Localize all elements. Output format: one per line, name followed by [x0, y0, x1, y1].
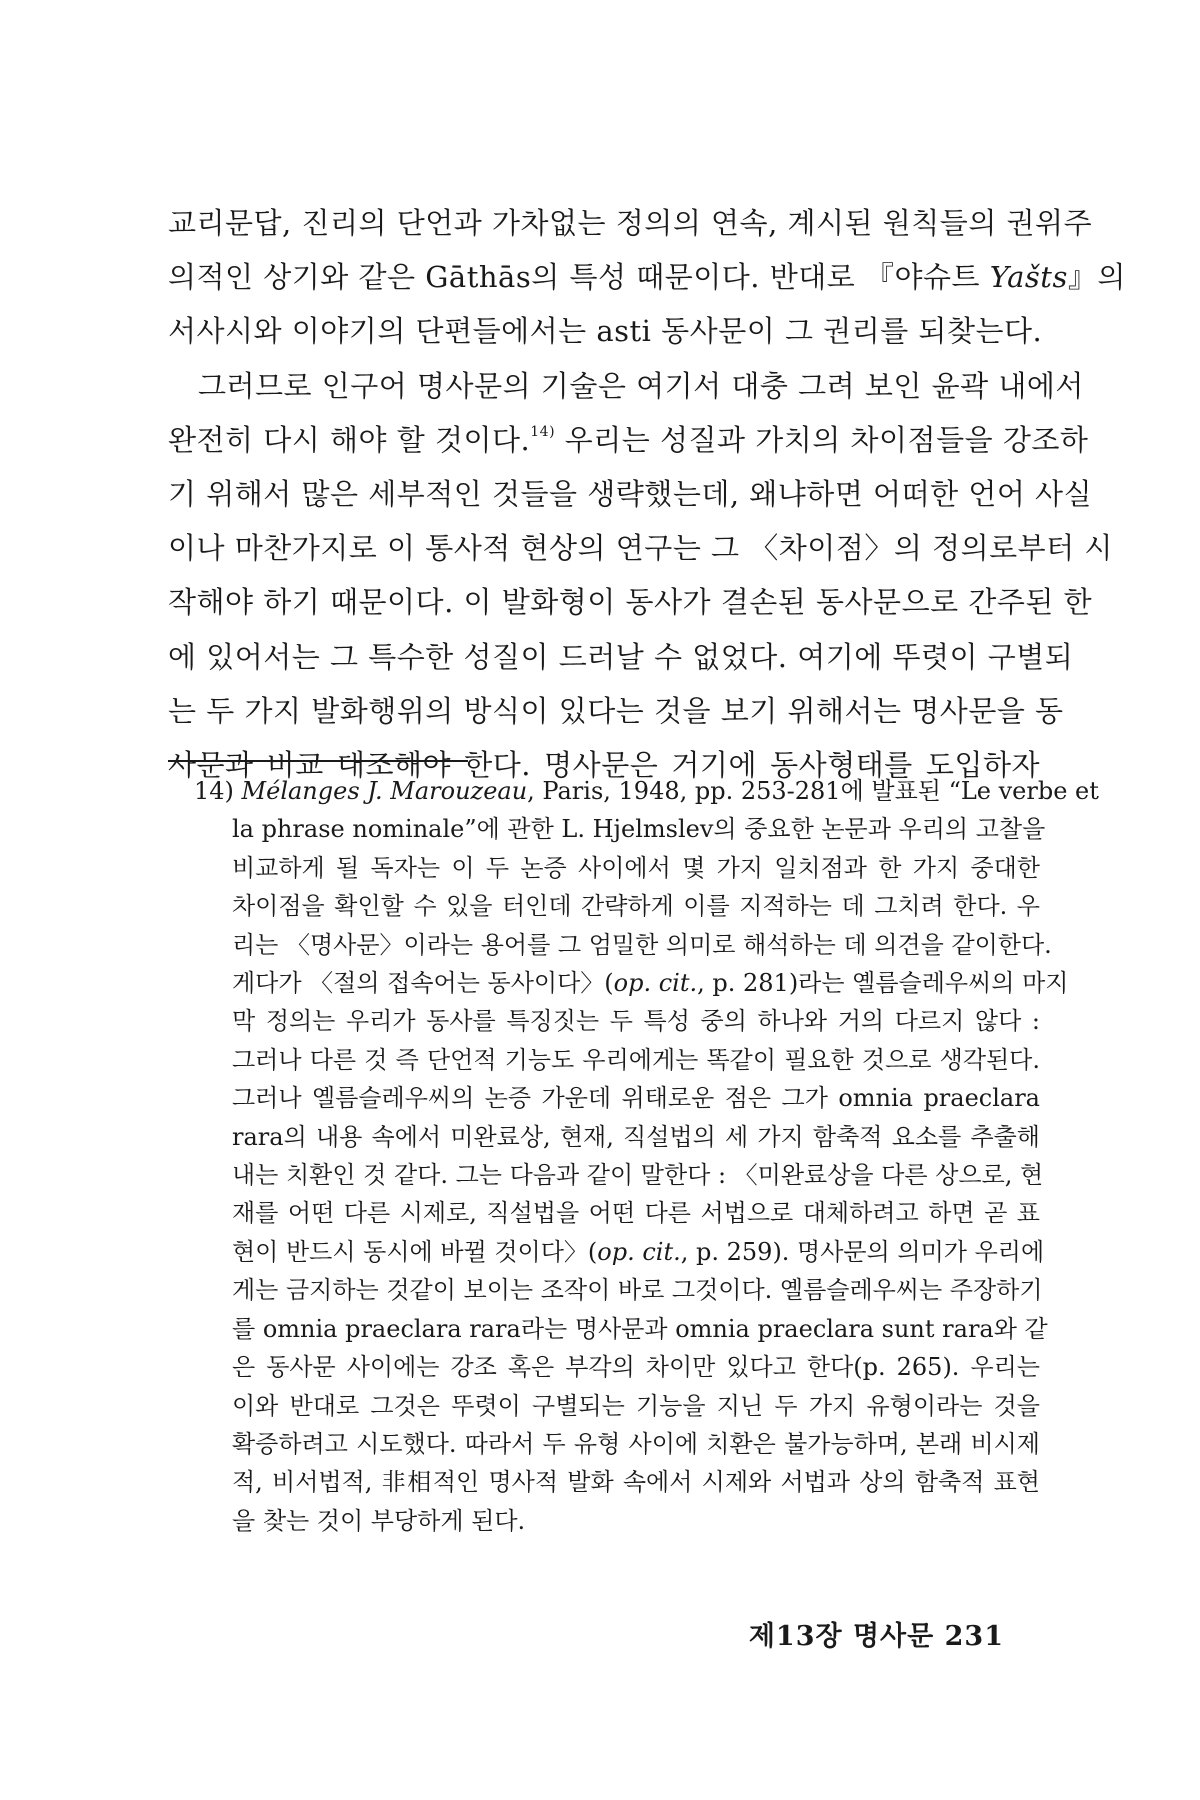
- footnote-number: 14): [194, 777, 234, 805]
- footnote-line: 재를 어떤 다른 시제로, 직설법을 어떤 다른 서법으로 대체하려고 하면 곧 표: [232, 1199, 1040, 1228]
- footnote-line: 이와 반대로 그것은 뚜렷이 구별되는 기능을 지닌 두 가지 유형이라는 것을: [232, 1391, 1040, 1420]
- footnote-line: rara의 내용 속에서 미완료상, 현재, 직설법의 세 가지 함축적 요소를 추출해: [232, 1122, 1040, 1151]
- body-line: 완전히 다시 해야 할 것이다.$^{14)}$ 우리는 성질과 가치의 차이점들을 강조하: [168, 422, 1089, 457]
- page-footer: [749, 1614, 1004, 1653]
- footnote-line: 그러나 옐름슬레우씨의 논증 가운데 위태로운 점은 그가 omnia praeclara: [232, 1084, 1040, 1113]
- footnote-line: 확증하려고 시도했다. 따라서 두 유형 사이에 치환은 불가능하며, 본래 비시제: [232, 1429, 1040, 1458]
- footnote-line: 막 정의는 우리가 동사를 특징짓는 두 특성 중의 하나와 거의 다르지 않다 :: [232, 1007, 1040, 1036]
- body-line: 의적인 상기와 같은 Gāthās의 특성 때문이다. 반대로 『야슈트 Yašts』의: [168, 260, 1126, 295]
- body-line: 그러므로 인구어 명사문의 기술은 여기서 대충 그려 보인 윤곽 내에서: [198, 368, 1084, 403]
- footnote-line: 을 찾는 것이 부당하게 된다.: [232, 1506, 526, 1535]
- footnote-line: 그러나 다른 것 즉 단언적 기능도 우리에게는 똑같이 필요한 것으로 생각된다.: [232, 1045, 1040, 1074]
- body-line: 는 두 가지 발화행위의 방식이 있다는 것을 보기 위해서는 명사문을 동: [168, 693, 1064, 728]
- footnote-line: 차이점을 확인할 수 있을 터인데 간략하게 이를 지적하는 데 그치려 한다. 우: [232, 892, 1040, 921]
- main-text-block: [168, 196, 1126, 792]
- footnote-line: 내는 치환인 것 같다. 그는 다음과 같이 말한다 : 〈미완료상을 다른 상으로, 현: [232, 1161, 1044, 1190]
- body-line: 기 위해서 많은 세부적인 것들을 생략했는데, 왜냐하면 어떠한 언어 사실: [168, 477, 1093, 512]
- footnote-divider: [168, 760, 468, 762]
- body-line: 이나 마찬가지로 이 통사적 현상의 연구는 그 〈차이점〉의 정의로부터 시: [168, 531, 1113, 566]
- footnote-reference[interactable]: 14): [530, 423, 556, 440]
- footnote-line: 게는 금지하는 것같이 보이는 조작이 바로 그것이다. 옐름슬레우씨는 주장하기: [232, 1276, 1043, 1305]
- body-line: 교리문답, 진리의 단언과 가차없는 정의의 연속, 계시된 원칙들의 권위주: [168, 206, 1093, 240]
- footnote-citation-title: Mélanges J. Marouzeau: [241, 777, 528, 805]
- body-line: 에 있어서는 그 특수한 성질이 드러날 수 없었다. 여기에 뚜렷이 구별되: [168, 639, 1074, 674]
- footnote-line: 적, 비서법적, 非相적인 명사적 발화 속에서 시제와 서법과 상의 함축적 표현: [232, 1468, 1040, 1497]
- footnote-line: la phrase nominale”에 관한 L. Hjelmslev의 중요한 논문과 우리의 고찰을: [232, 815, 1046, 844]
- footnote-line: 를 omnia praeclara rara라는 명사문과 omnia praeclara sunt rara와 같: [232, 1314, 1048, 1343]
- page-number: 231: [944, 1621, 1004, 1652]
- body-paragraph-1: [168, 196, 1126, 359]
- yasts-word: Yašts: [989, 260, 1068, 295]
- footnote-line: 비교하게 될 독자는 이 두 논증 사이에서 몇 가지 일치점과 한 가지 중대한: [232, 853, 1040, 882]
- footnote-line: 현이 반드시 동시에 바뀔 것이다〉(op. cit., p. 259). 명사문의 의미가 우리에: [232, 1237, 1045, 1266]
- footnote-line: 은 동사문 사이에는 강조 혹은 부각의 차이만 있다고 한다(p. 265). 우리는: [232, 1353, 1040, 1382]
- body-paragraph-2: [168, 359, 1113, 793]
- body-line: 서사시와 이야기의 단편들에서는 asti 동사문이 그 권리를 되찾는다.: [168, 314, 1043, 349]
- body-line: 작해야 하기 때문이다. 이 발화형이 동사가 결손된 동사문으로 간주된 한: [168, 585, 1093, 620]
- running-head: 제13장 명사문: [748, 1621, 935, 1652]
- body-line: 사문과 비교 대조해야 한다. 명사문은 거기에 동사형태를 도입하자: [168, 748, 1040, 783]
- footnote-line: 14) Mélanges J. Marouzeau, Paris, 1948, pp. 253-281에 발표된 “Le verbe et: [194, 777, 1099, 805]
- footnote-line: 리는 〈명사문〉이라는 용어를 그 엄밀한 의미로 해석하는 데 의견을 같이한다.: [232, 930, 1052, 959]
- footnote-14: [194, 772, 1099, 1540]
- footnote-line: 게다가 〈절의 접속어는 동사이다〉(op. cit., p. 281)라는 옐름슬레우씨의 마지: [232, 969, 1069, 998]
